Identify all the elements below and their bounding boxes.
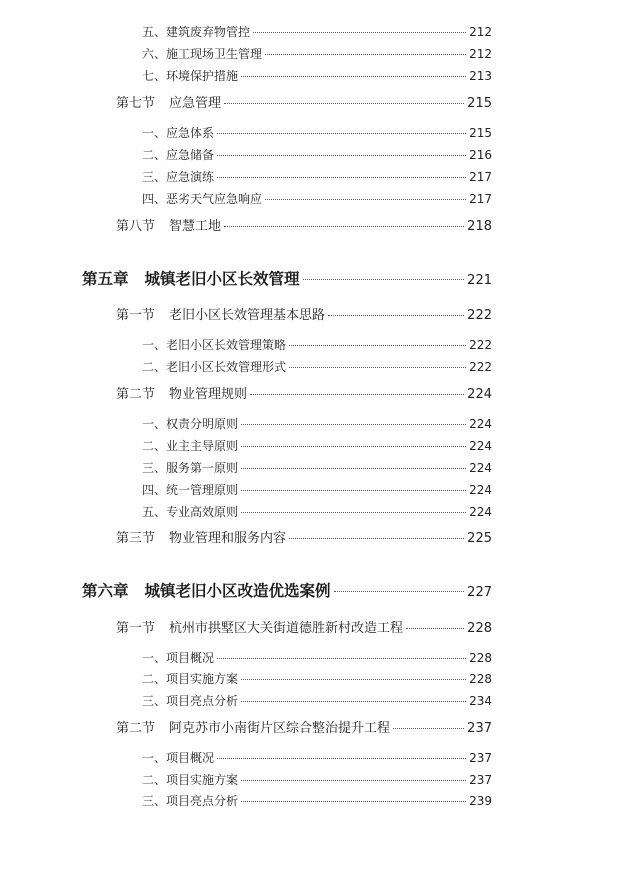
toc-section-label [116, 388, 247, 401]
toc-item-title: 一、应急体系 [142, 125, 215, 140]
dot-leader [253, 32, 466, 33]
toc-page-number: 216 [469, 147, 492, 162]
toc-item-title: 三、项目亮点分析 [142, 793, 239, 808]
toc-item-entry[interactable] [142, 774, 492, 786]
toc-page-number: 222 [467, 307, 492, 323]
toc-chapter-title: 城镇老旧小区长效管理 [144, 269, 300, 288]
dot-leader [265, 199, 466, 200]
toc-chapter-title: 城镇老旧小区改造优选案例 [144, 581, 331, 600]
dot-leader [250, 394, 464, 395]
toc-section-title: 物业管理和服务内容 [169, 530, 287, 546]
toc-page-number: 224 [469, 504, 492, 519]
dot-leader [217, 658, 466, 659]
toc-section-entry[interactable] [116, 722, 492, 735]
toc-page-number: 212 [469, 24, 492, 39]
toc-item-entry[interactable] [142, 361, 492, 373]
toc-chapter-number: 第五章 [82, 269, 129, 288]
dot-leader [224, 226, 464, 227]
toc-item-entry[interactable] [142, 440, 492, 452]
dot-leader [217, 758, 466, 759]
toc-section-number: 第八节 [116, 218, 156, 234]
toc-item-title: 五、专业高效原则 [142, 504, 239, 519]
toc-item-entry[interactable] [142, 171, 492, 183]
toc-item-entry[interactable] [142, 339, 492, 351]
toc-item-title: 一、权责分明原则 [142, 416, 239, 431]
toc-item-label [142, 171, 214, 183]
toc-item-title: 一、老旧小区长效管理策略 [142, 337, 287, 352]
toc-item-title: 七、环境保护措施 [142, 68, 239, 83]
dot-leader [241, 679, 466, 680]
toc-item-label [142, 70, 238, 82]
toc-section-number: 第七节 [116, 95, 156, 111]
toc-page-number: 224 [469, 460, 492, 475]
toc-item-title: 二、项目实施方案 [142, 772, 239, 787]
toc-section-label [116, 309, 325, 322]
dot-leader [241, 490, 466, 491]
toc-page-number: 222 [469, 337, 492, 352]
toc-section-entry[interactable] [116, 220, 492, 233]
dot-leader [241, 446, 466, 447]
toc-item-entry[interactable] [142, 193, 492, 205]
toc-item-entry[interactable] [142, 752, 492, 764]
toc-item-title: 六、施工现场卫生管理 [142, 46, 263, 61]
toc-item-entry[interactable] [142, 418, 492, 430]
toc-section-title: 老旧小区长效管理基本思路 [169, 307, 326, 323]
toc-section-number: 第一节 [116, 620, 156, 636]
toc-chapter-label [82, 269, 300, 288]
toc-section-number: 第二节 [116, 386, 156, 402]
toc-page-number: 237 [469, 750, 492, 765]
toc-item-title: 三、服务第一原则 [142, 460, 239, 475]
toc-item-title: 四、统一管理原则 [142, 482, 239, 497]
dot-leader [241, 701, 466, 702]
toc-page-number: 224 [469, 482, 492, 497]
dot-leader [217, 155, 466, 156]
dot-leader [289, 538, 464, 539]
dot-leader [289, 367, 466, 368]
toc-item-label [142, 752, 214, 764]
toc-item-label [142, 149, 214, 161]
toc-page-number: 234 [469, 693, 492, 708]
toc-section-label [116, 722, 390, 735]
toc-item-label [142, 26, 250, 38]
toc-item-entry[interactable] [142, 48, 492, 60]
toc-page-number: 217 [469, 169, 492, 184]
toc-page-number: 213 [469, 68, 492, 83]
toc-section-number: 第一节 [116, 307, 156, 323]
toc-item-label [142, 127, 214, 139]
toc-item-title: 四、恶劣天气应急响应 [142, 191, 263, 206]
dot-leader [334, 591, 465, 592]
toc-item-title: 一、项目概况 [142, 650, 215, 665]
toc-section-title: 阿克苏市小南街片区综合整治提升工程 [169, 720, 391, 736]
toc-item-title: 二、业主主导原则 [142, 438, 239, 453]
toc-page-number: 237 [467, 720, 492, 736]
toc-item-label [142, 193, 262, 205]
dot-leader [241, 76, 466, 77]
toc-item-title: 二、项目实施方案 [142, 671, 239, 686]
toc-page-number: 212 [469, 46, 492, 61]
dot-leader [217, 133, 466, 134]
toc-page-number: 228 [469, 650, 492, 665]
toc-item-entry[interactable] [142, 462, 492, 474]
toc-item-entry[interactable] [142, 695, 492, 707]
toc-item-label [142, 339, 286, 351]
toc-item-label [142, 48, 262, 60]
toc-item-label [142, 418, 238, 430]
toc-item-title: 一、项目概况 [142, 750, 215, 765]
toc-section-entry[interactable] [116, 388, 492, 401]
toc-item-label [142, 506, 238, 518]
dot-leader [328, 315, 464, 316]
toc-page-number: 215 [469, 125, 492, 140]
dot-leader [241, 468, 466, 469]
toc-section-entry[interactable] [116, 532, 492, 545]
toc-page-number: 224 [469, 438, 492, 453]
toc-section-entry[interactable] [116, 97, 492, 110]
toc-item-title: 三、应急演练 [142, 169, 215, 184]
toc-section-title: 应急管理 [169, 95, 222, 111]
toc-chapter-entry[interactable] [82, 581, 492, 600]
toc-chapter-entry[interactable] [82, 269, 492, 288]
dot-leader [289, 345, 466, 346]
dot-leader [303, 279, 465, 280]
toc-item-entry[interactable] [142, 506, 492, 518]
toc-page-number: 224 [467, 386, 492, 402]
toc-section-entry[interactable] [116, 622, 492, 635]
toc-item-title: 五、建筑废弃物管控 [142, 24, 251, 39]
toc-page-number: 222 [469, 359, 492, 374]
toc-section-label [116, 97, 221, 110]
dot-leader [241, 801, 466, 802]
toc-item-label [142, 795, 238, 807]
toc-section-label [116, 220, 221, 233]
dot-leader [241, 512, 466, 513]
toc-item-entry[interactable] [142, 26, 492, 38]
toc-item-title: 二、应急储备 [142, 147, 215, 162]
toc-item-label [142, 673, 238, 685]
toc-item-title: 三、项目亮点分析 [142, 693, 239, 708]
toc-page-number: 239 [469, 793, 492, 808]
toc-item-entry[interactable] [142, 70, 492, 82]
toc-page-number: 225 [467, 530, 492, 546]
toc-section-number: 第三节 [116, 530, 156, 546]
dot-leader [393, 728, 464, 729]
toc-page-number: 228 [467, 620, 492, 636]
toc-item-title: 二、老旧小区长效管理形式 [142, 359, 287, 374]
toc-page-number: 217 [469, 191, 492, 206]
dot-leader [241, 780, 466, 781]
dot-leader [406, 628, 464, 629]
toc-section-label [116, 532, 286, 545]
toc-item-label [142, 652, 214, 664]
toc-section-number: 第二节 [116, 720, 156, 736]
toc-page-number: 227 [467, 584, 492, 600]
toc-section-label [116, 622, 403, 635]
toc-chapter-label [82, 581, 331, 600]
toc-item-entry[interactable] [142, 484, 492, 496]
toc-page-number: 221 [467, 272, 492, 288]
dot-leader [224, 103, 464, 104]
toc-item-entry[interactable] [142, 149, 492, 161]
toc-item-label [142, 774, 238, 786]
toc-section-title: 杭州市拱墅区大关街道德胜新村改造工程 [169, 620, 404, 636]
toc-section-entry[interactable] [116, 309, 492, 322]
toc-page-number: 215 [467, 95, 492, 111]
toc-item-entry[interactable] [142, 652, 492, 664]
toc-page-number: 228 [469, 671, 492, 686]
toc-page-number: 224 [469, 416, 492, 431]
dot-leader [241, 424, 466, 425]
toc-item-entry[interactable] [142, 795, 492, 807]
toc-item-label [142, 462, 238, 474]
toc-item-label [142, 695, 238, 707]
toc-page-number: 218 [467, 218, 492, 234]
toc-item-label [142, 484, 238, 496]
toc-item-entry[interactable] [142, 127, 492, 139]
toc-section-title: 智慧工地 [169, 218, 222, 234]
toc-page-number: 237 [469, 772, 492, 787]
dot-leader [217, 177, 466, 178]
toc-item-label [142, 440, 238, 452]
toc-chapter-number: 第六章 [82, 581, 129, 600]
dot-leader [265, 54, 466, 55]
toc-item-entry[interactable] [142, 673, 492, 685]
toc-section-title: 物业管理规则 [169, 386, 248, 402]
toc-item-label [142, 361, 286, 373]
